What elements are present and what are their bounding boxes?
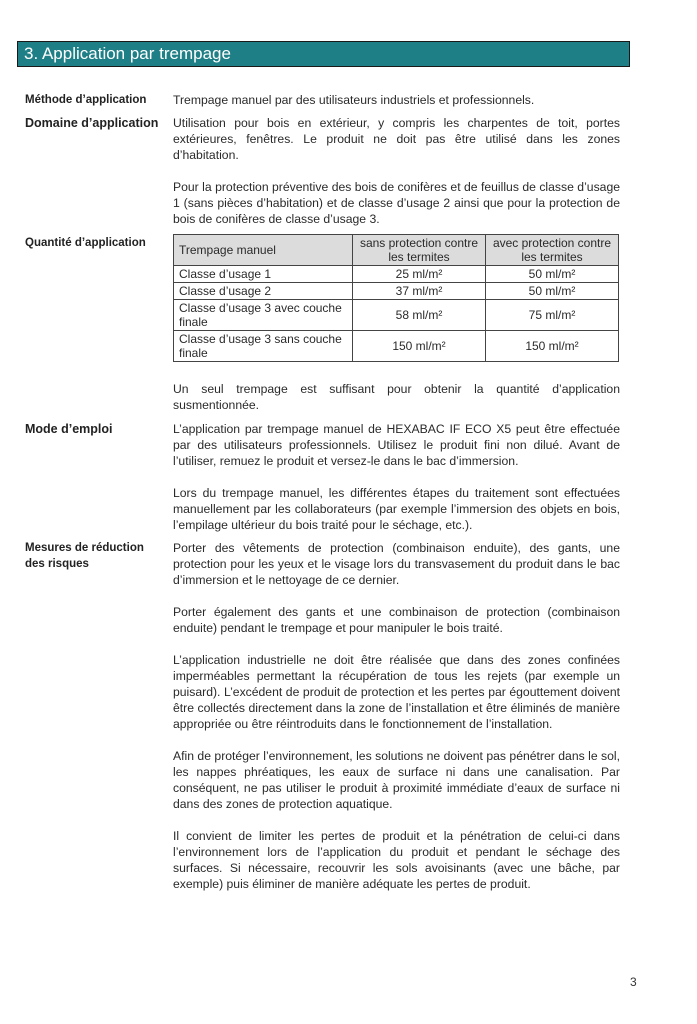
mode-text [173,421,620,533]
mesures-text [173,540,620,892]
domaine-label: Domaine d’application [25,116,159,130]
table-cell-label: Classe d’usage 3 avec couche finale [174,300,353,331]
table-row [174,283,619,300]
mode-paragraph-1: L’application par trempage manuel de HEXABAC IF ECO X5 peut être effectuée par des utilisateurs professionnels. Utilisez le produit fini non dilué. Avant de l’utiliser, remuez le produit et versez-le dans le bac d’immersion. [173,422,620,468]
mesures-paragraph-2: Porter également des gants et une combinaison de protection (combinaison enduite) pendant le trempage et pour manipuler le bois traité. [173,605,620,635]
table-cell-label: Classe d’usage 2 [174,283,353,300]
table-header-row [174,235,619,266]
mesures-paragraph-5: Il convient de limiter les pertes de produit et la pénétration de celui-ci dans l’environnement lors de l’application du produit et pendant le séchage des surfaces. Si nécessaire, recouvrir les sols avoisinants (avec une bâche, par exemple) puis éliminer de manière adéquate les pertes de produit. [173,829,620,891]
table-cell-avec: 75 ml/m² [486,300,619,331]
table-cell-avec: 50 ml/m² [486,266,619,283]
table-cell-label: Classe d’usage 3 sans couche finale [174,331,353,362]
table-header-cell: Trempage manuel [174,235,353,266]
domaine-paragraph-1: Utilisation pour bois en extérieur, y compris les charpentes de toit, portes extérieures, fenêtres. Le produit ne doit pas être utilisé dans les zones d’habitation. [173,116,620,162]
table-header-cell: sans protection contre les termites [353,235,486,266]
table-cell-sans: 25 ml/m² [353,266,486,283]
section-title: 3. Application par trempage [17,41,630,67]
mesures-paragraph-4: Afin de protéger l’environnement, les solutions ne doivent pas pénétrer dans le sol, les nappes phréatiques, les eaux de surface ni dans une canalisation. Par conséquent, ne pas utiliser le produit à proximité immédiate d’eaux de surface ni dans des zones de protection aquatique. [173,749,620,811]
page-number: 3 [630,975,637,989]
methode-text [173,92,620,108]
quantite-note-paragraph: Un seul trempage est suffisant pour obtenir la quantité d’application susmentionnée. [173,382,620,412]
domaine-paragraph-2: Pour la protection préventive des bois de conifères et de feuillus de classe d’usage 1 (sans pièces d’habitation) et de classe d’usage 2 ainsi que pour la protection de bois de conifères de classe d’usage 3. [173,180,620,226]
mesures-paragraph-3: L’application industrielle ne doit être réalisée que dans des zones confinées imperméables permettant la récupération de tous les rejets (par exemple un puisard). L’excédent de produit de protection et les pertes par égouttement doivent être collectés directement dans la zone de l’installation et être éliminés de manière appropriée ou être réintroduits dans le fonctionnement de l’installation. [173,653,620,731]
table-cell-avec: 150 ml/m² [486,331,619,362]
table-cell-sans: 150 ml/m² [353,331,486,362]
mesures-paragraph-1: Porter des vêtements de protection (combinaison enduite), des gants, une protection pour les yeux et le visage lors du transvasement du produit dans le bac d’immersion et le nettoyage de ce dernier. [173,541,620,587]
quantite-label: Quantité d’application [25,237,146,249]
table-cell-label: Classe d’usage 1 [174,266,353,283]
table-cell-sans: 37 ml/m² [353,283,486,300]
table-header-cell: avec protection contre les termites [486,235,619,266]
table-cell-avec: 50 ml/m² [486,283,619,300]
table-row [174,266,619,283]
table-row [174,331,619,362]
mesures-label: Mesures de réduction des risques [25,542,144,570]
table-cell-sans: 58 ml/m² [353,300,486,331]
mode-label: Mode d’emploi [25,422,113,436]
mode-paragraph-2: Lors du trempage manuel, les différentes étapes du traitement sont effectuées manuellement par les collaborateurs (par exemple l’immersion des objets en bois, l’empilage ultérieur du bois traité pour le séchage, etc.). [173,486,620,532]
domaine-text [173,115,620,227]
quantite-table [173,234,619,362]
table-row [174,300,619,331]
quantite-note [173,381,620,413]
methode-paragraph: Trempage manuel par des utilisateurs industriels et professionnels. [173,93,535,107]
methode-label: Méthode d’application [25,94,147,106]
